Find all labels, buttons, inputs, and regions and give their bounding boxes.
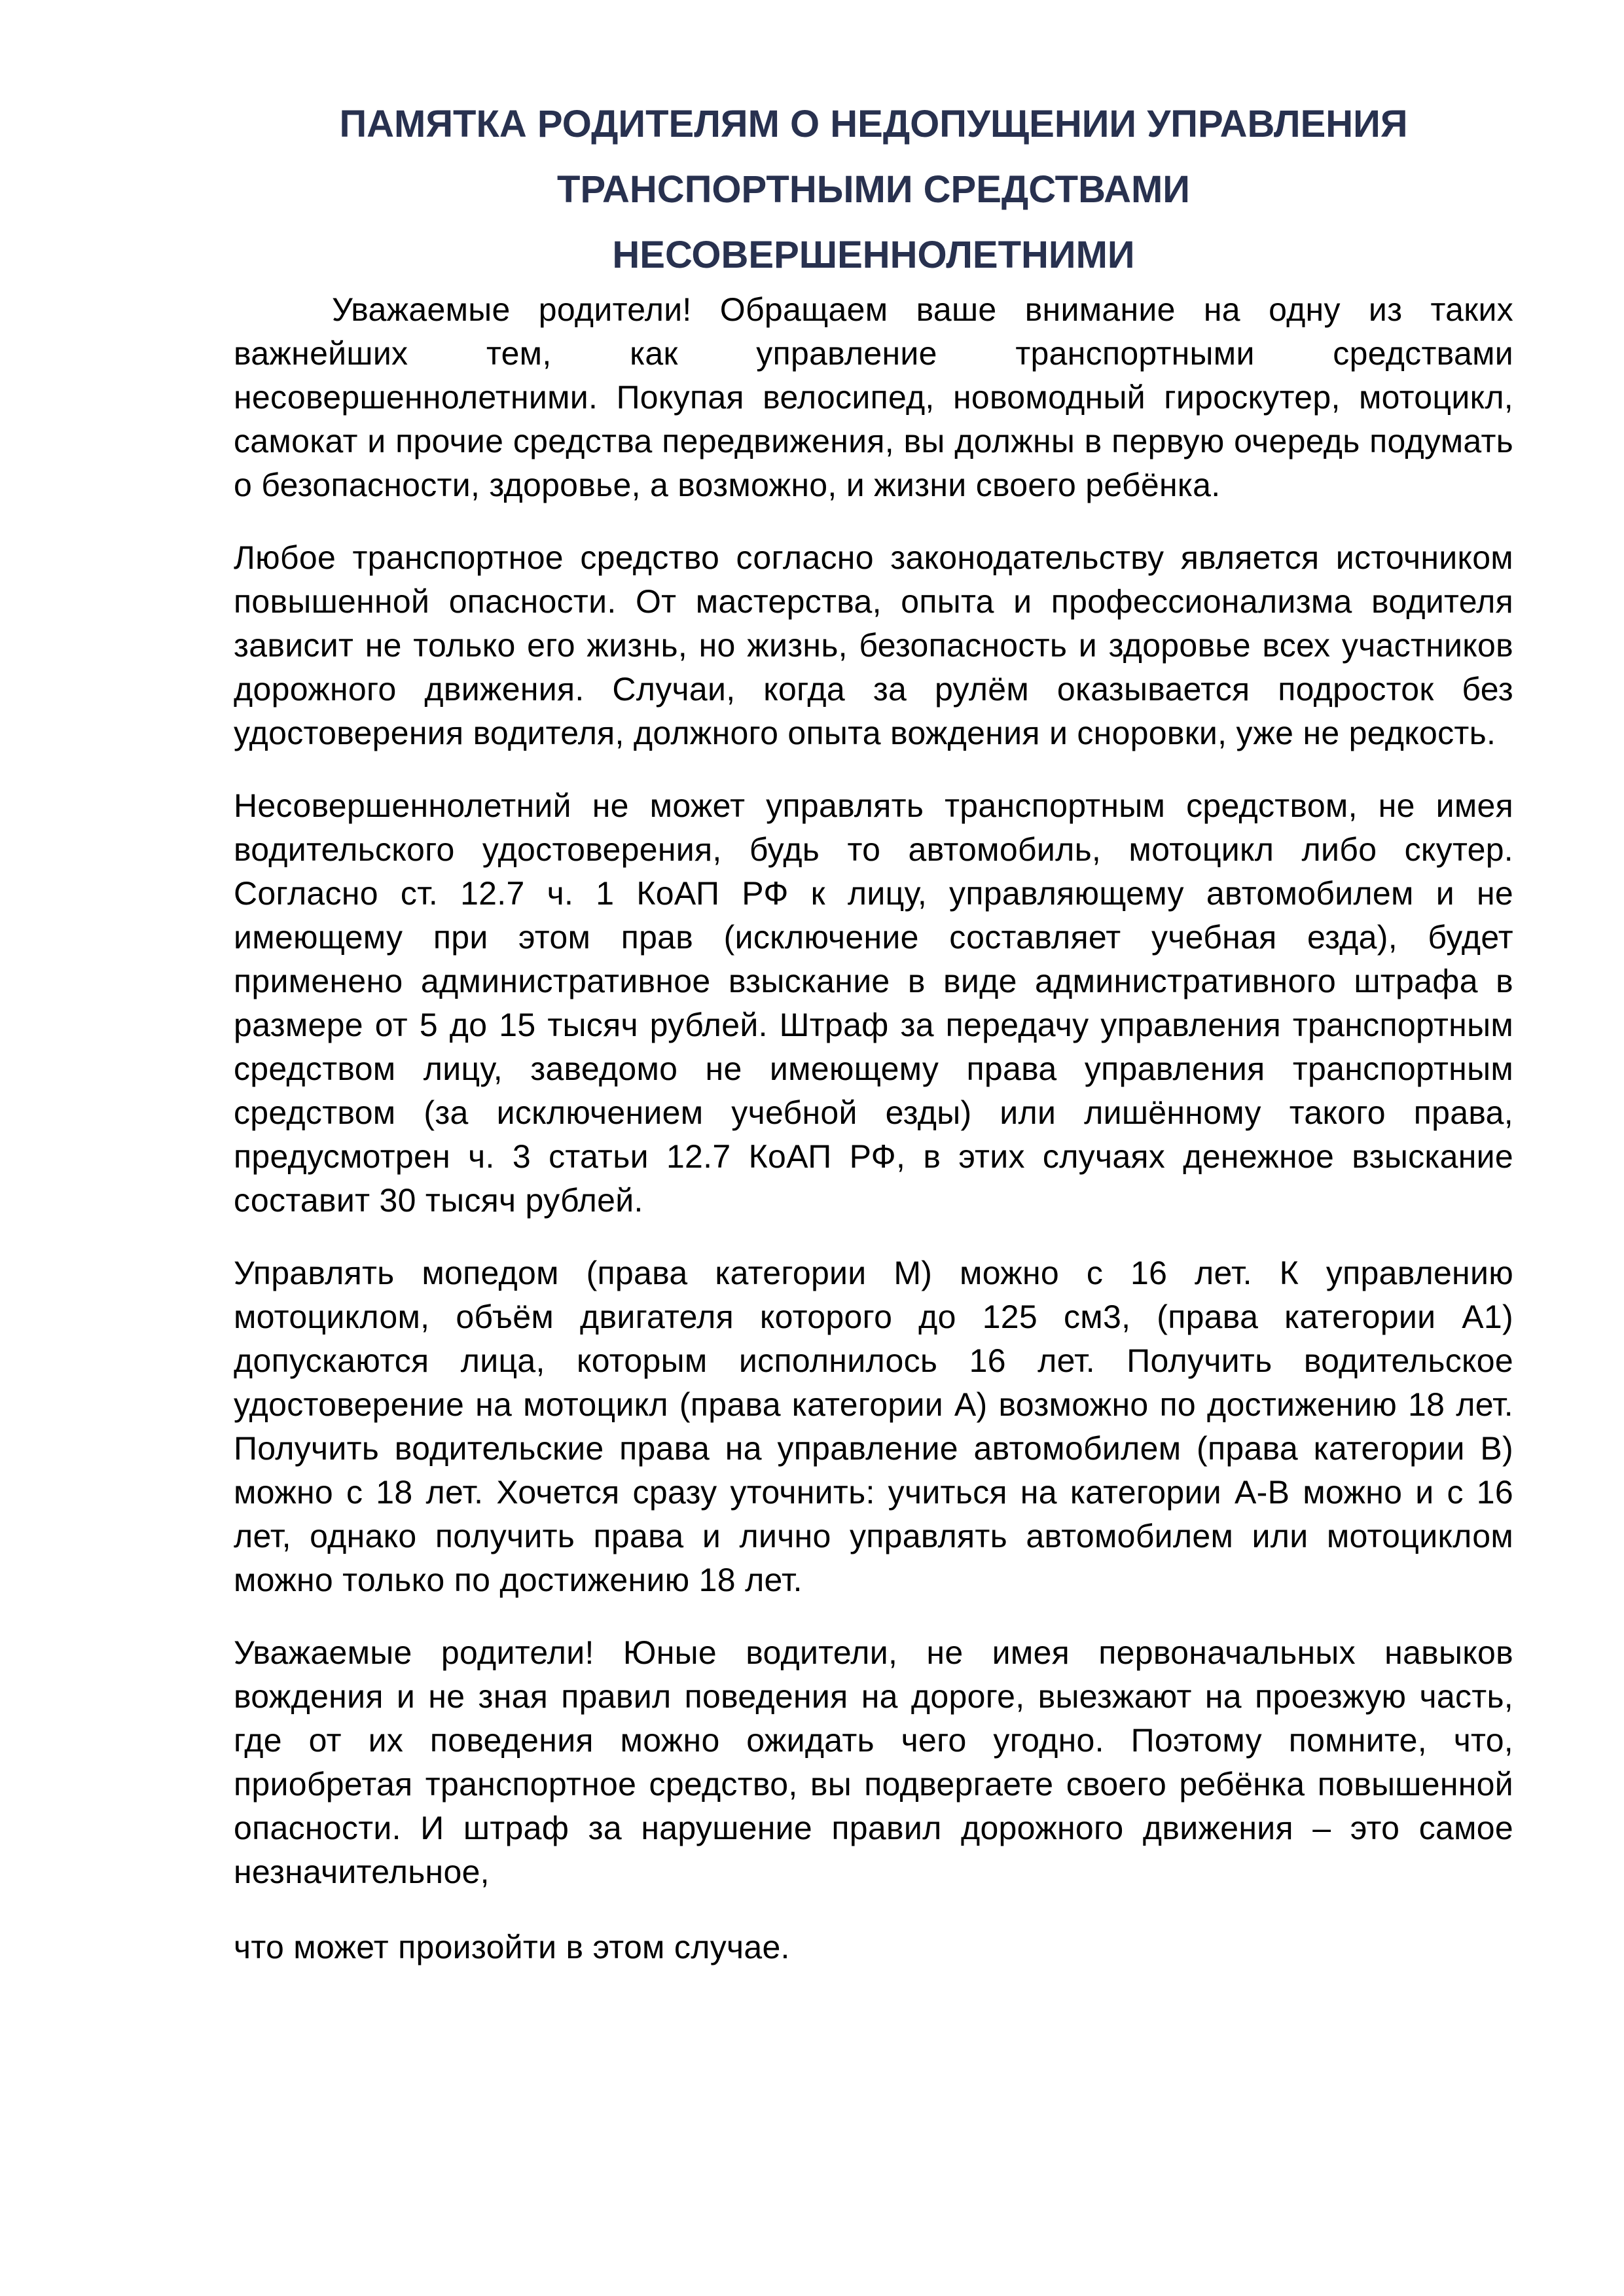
document-page <box>234 0 1513 1969</box>
title-line-1: ПАМЯТКА РОДИТЕЛЯМ О НЕДОПУЩЕНИИ УПРАВЛЕНИЯ <box>339 103 1408 145</box>
paragraph-danger-source: Любое транспортное средство согласно законодательству является источником повышенной опасности. От мастерства, опыта и профессионализма водителя зависит не только его жизнь, но жизнь, безопасность и здоровье всех участников дорожного движения. Случаи, когда за рулём оказывается подросток без удостоверения водителя, должного опыта вождения и сноровки, уже не редкость. <box>234 539 1513 751</box>
title-line-3: НЕСОВЕРШЕННОЛЕТНИМИ <box>612 234 1135 276</box>
paragraph-intro: Уважаемые родители! Обращаем ваше внимание на одну из таких важнейших тем, как управление транспортными средствами несовершеннолетними. Покупая велосипед, новомодный гироскутер, мотоцикл, самокат и прочие средства передвижения, вы должны в первую очередь подумать о безопасности, здоровье, а возможно, и жизни своего ребёнка. <box>234 291 1513 503</box>
paragraph-appeal: Уважаемые родители! Юные водители, не имея первоначальных навыков вождения и не зная правил поведения на дороге, выезжают на проезжую часть, где от их поведения можно ожидать чего угодно. Поэтому помните, что, приобретая транспортное средство, вы подвергаете своего ребёнка повышенной опасности. И штраф за нарушение правил дорожного движения – это самое незначительное, <box>234 1634 1513 1890</box>
title-line-2: ТРАНСПОРТНЫМИ СРЕДСТВАМИ <box>557 168 1190 211</box>
document-title <box>234 0 1513 288</box>
paragraph-fines: Несовершеннолетний не может управлять транспортным средством, не имея водительского удостоверения, будь то автомобиль, мотоцикл либо скутер. Согласно ст. 12.7 ч. 1 КоАП РФ к лицу, управляющему автомобилем и не имеющему при этом прав (исключение составляет учебная езда), будет применено административное взыскание в виде административного штрафа в размере от 5 до 15 тысяч рублей. Штраф за передачу управления транспортным средством лицу, заведомо не имеющему права управления транспортным средством (за исключением учебной езды) или лишённому такого права, предусмотрен ч. 3 статьи 12.7 КоАП РФ, в этих случаях денежное взыскание составит 30 тысяч рублей. <box>234 787 1513 1219</box>
paragraph-license-categories: Управлять мопедом (права категории М) можно с 16 лет. К управлению мотоциклом, объём двигателя которого до 125 см3, (права категории А1) допускаются лица, которым исполнилось 16 лет. Получить водительское удостоверение на мотоцикл (права категории А) возможно по достижению 18 лет. Получить водительские права на управление автомобилем (права категории В) можно с 18 лет. Хочется сразу уточнить: учиться на категории А-В можно и с 16 лет, однако получить права и лично управлять автомобилем или мотоциклом можно только по достижению 18 лет. <box>234 1255 1513 1598</box>
paragraph-closing: что может произойти в этом случае. <box>234 1929 790 1965</box>
